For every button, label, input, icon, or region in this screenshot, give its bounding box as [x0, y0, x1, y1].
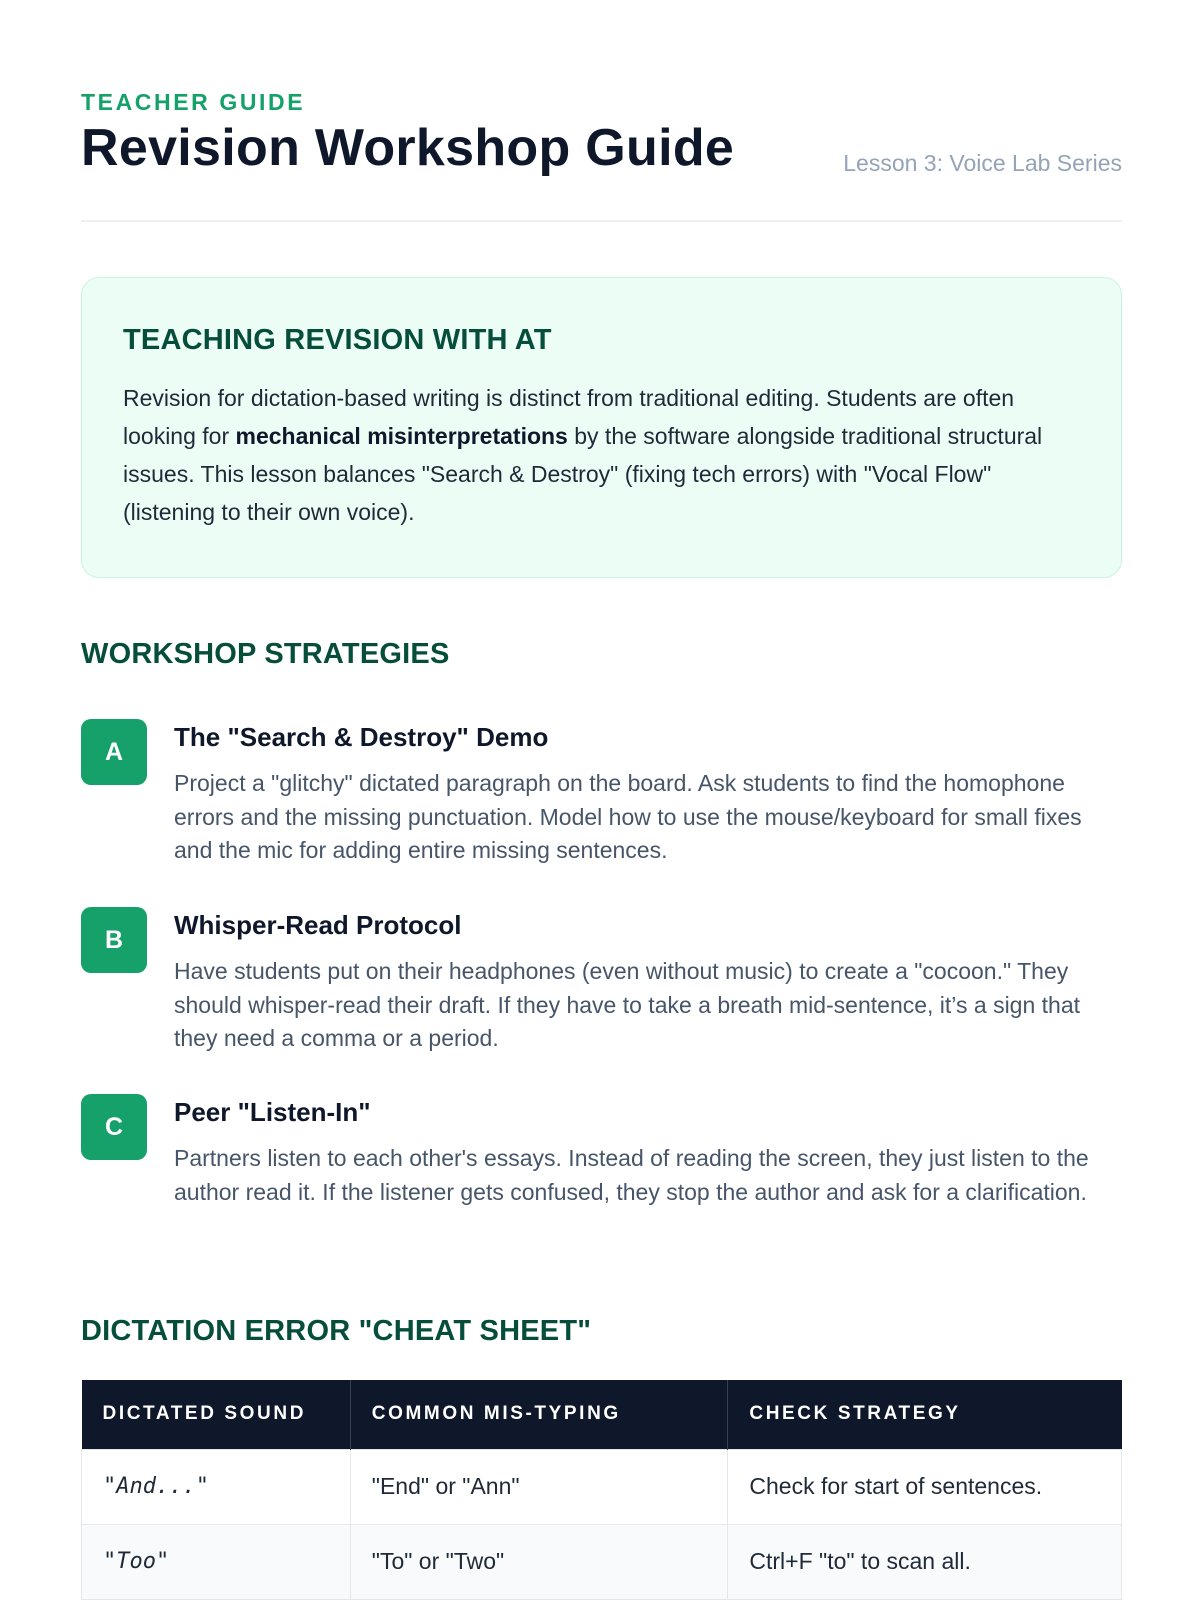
intro-text-emphasis: mechanical misinterpretations	[235, 423, 568, 449]
mis-typing-cell: "To" or "Two"	[350, 1524, 728, 1599]
strategy-text: Project a "glitchy" dictated paragraph on the board. Ask students to find the homophone errors and the missing punctuation. Model how to use the mouse/keyboard for small fixes and the mic for adding entire missing sentences.	[174, 770, 1082, 863]
intro-text-part-2: by the software alongside traditional structural issues. This lesson balances "Search & Destroy" (fixing tech errors) with "Vocal Flow" (listening to their own voice).	[123, 423, 1043, 525]
page	[81, 0, 1122, 1574]
page-header	[81, 0, 1122, 222]
table-header-row	[82, 1380, 1122, 1449]
intro-text	[123, 379, 1081, 531]
column-header: COMMON MIS-TYPING	[350, 1380, 728, 1449]
intro-callout	[81, 277, 1122, 578]
strategy-text: Partners listen to each other's essays. Instead of reading the screen, they just listen to the author read it. If the listener gets confused, they stop the author and ask for a clarification.	[174, 1145, 1089, 1205]
intro-heading: TEACHING REVISION WITH AT	[123, 324, 552, 356]
strategy-body	[174, 910, 1122, 1056]
table-row	[82, 1524, 1122, 1599]
page-title: Revision Workshop Guide	[81, 119, 735, 177]
lesson-subtitle: Lesson 3: Voice Lab Series	[843, 150, 1122, 176]
strategy-title: The "Search & Destroy" Demo	[174, 722, 549, 752]
intro-text-part-1: Revision for dictation-based writing is distinct from traditional editing. Students are often looking for	[123, 385, 1015, 449]
dictated-sound-cell: "And..."	[82, 1449, 351, 1524]
dictated-sound-cell: "Too"	[82, 1524, 351, 1599]
cheat-sheet-table	[81, 1380, 1122, 1600]
strategy-badge: C	[81, 1094, 147, 1160]
mis-typing-cell: "End" or "Ann"	[350, 1449, 728, 1524]
strategy-body	[174, 722, 1122, 868]
strategy-badge: B	[81, 907, 147, 973]
column-header: DICTATED SOUND	[82, 1380, 351, 1449]
eyebrow-label: TEACHER GUIDE	[81, 89, 306, 115]
strategy-title: Whisper-Read Protocol	[174, 910, 462, 940]
check-strategy-cell: Ctrl+F "to" to scan all.	[728, 1524, 1122, 1599]
strategies-heading: WORKSHOP STRATEGIES	[81, 638, 450, 670]
strategy-body	[174, 1097, 1122, 1209]
strategy-text: Have students put on their headphones (even without music) to create a "cocoon." They should whisper-read their draft. If they have to take a breath mid-sentence, it’s a sign that they need a comma or a period.	[174, 958, 1081, 1051]
check-strategy-cell: Check for start of sentences.	[728, 1449, 1122, 1524]
strategy-title: Peer "Listen-In"	[174, 1097, 371, 1127]
strategy-badge: A	[81, 719, 147, 785]
table-row	[82, 1449, 1122, 1524]
column-header: CHECK STRATEGY	[728, 1380, 1122, 1449]
cheat-sheet-heading: DICTATION ERROR "CHEAT SHEET"	[81, 1315, 592, 1347]
